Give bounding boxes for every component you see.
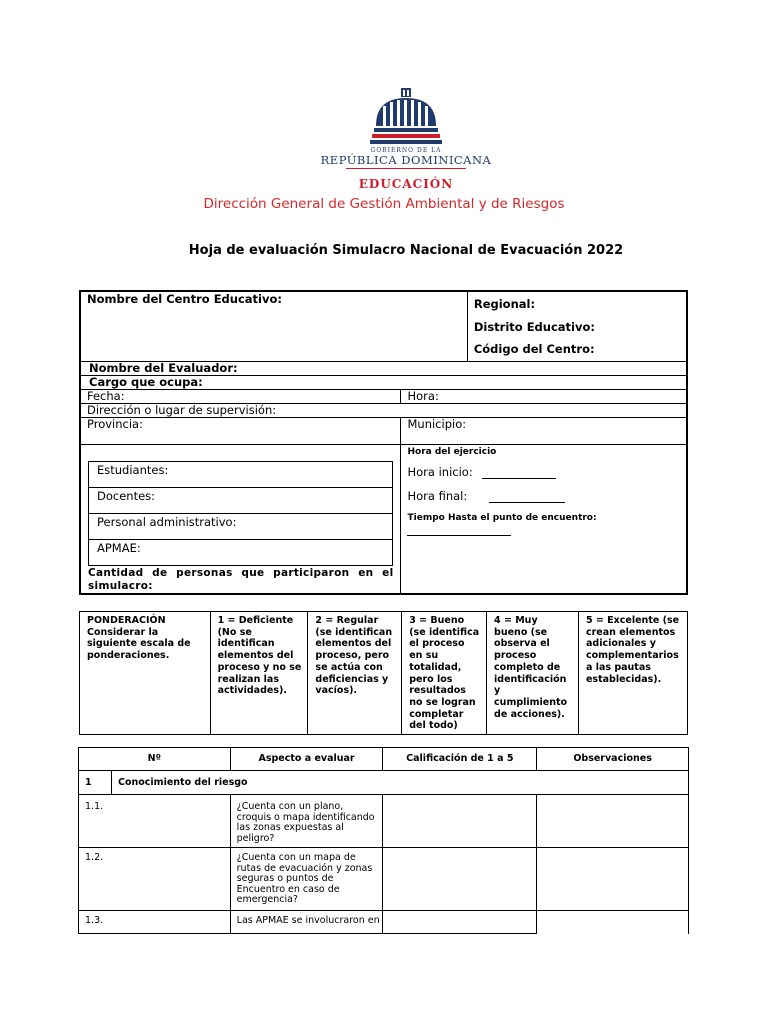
estudiantes-field[interactable]: Estudiantes: [89,461,393,487]
row-1-score[interactable] [383,795,537,848]
fecha-cell[interactable]: Fecha: [80,389,401,403]
row-2-score[interactable] [383,848,537,911]
provincia-cell[interactable]: Provincia: [80,417,401,444]
logo-line-2: REPÚBLICA DOMINICANA [320,153,492,167]
row-3-obs[interactable] [537,911,689,934]
evaluation-table [78,747,689,934]
hora-final-label: Hora final: [407,488,468,503]
participants-table [88,461,393,566]
tiempo-line[interactable] [407,523,511,536]
government-seal-icon [370,86,442,146]
level-3: 3 = Bueno (se identifica el proceso en su totalidad, pero los resultados no se logran completar del todo) [402,612,487,735]
header-obs: Observaciones [537,748,689,771]
row-1-obs[interactable] [537,795,689,848]
hora-final-line[interactable] [489,490,565,503]
codigo-label: Código del Centro: [473,342,595,356]
hora-cell[interactable]: Hora: [401,389,687,403]
distrito-label: Distrito Educativo: [473,319,595,334]
hora-inicio-line[interactable] [482,466,556,479]
participants-cell [80,444,401,594]
logo-divider [346,168,466,169]
row-1-aspect: ¿Cuenta con un plano, croquis o mapa identificando las zonas expuestas al peligro? [230,795,383,848]
header-aspect: Aspecto a evaluar [230,748,383,771]
header-score: Calificación de 1 a 5 [383,748,537,771]
personal-field[interactable]: Personal administrativo: [89,513,393,539]
section-title: Conocimiento del riesgo [118,777,248,788]
row-3-aspect: Las APMAE se involucraron en [230,911,383,934]
row-2-obs[interactable] [537,848,689,911]
row-3-score[interactable] [383,911,537,934]
direccion-cell[interactable]: Dirección o lugar de supervisión: [80,403,687,417]
hora-inicio-field[interactable] [407,466,686,479]
municipio-cell[interactable]: Municipio: [401,417,687,444]
section-num: 1 [79,771,112,794]
section-row [79,771,689,795]
level-2: 2 = Regular (se identifican elementos del proceso, pero se actúa con deficiencias y vacíos). [308,612,402,735]
docentes-field[interactable]: Docentes: [89,487,393,513]
hora-inicio-label: Hora inicio: [407,464,473,479]
cargo-cell[interactable]: Cargo que ocupa: [80,375,687,389]
hora-ejercicio-label: Hora del ejercicio [407,446,497,457]
level-4: 4 = Muy bueno (se observa el proceso completo de identificación y cumplimiento de acciones). [487,612,579,735]
apmae-field[interactable]: APMAE: [89,539,393,565]
ponderacion-table [79,611,688,735]
regional-label: Regional: [473,297,536,311]
ponderacion-head: PONDERACIÓN Considerar la siguiente escala de ponderaciones. [80,612,211,735]
department-name: Dirección General de Gestión Ambiental y de Riesgos [203,196,565,212]
regional-cell[interactable] [467,291,687,361]
header-num: Nº [79,748,231,771]
hora-ejercicio-cell [401,444,687,594]
tiempo-label: Tiempo Hasta el punto de encuentro: [407,512,597,523]
level-1: 1 = Deficiente (No se identifican elementos del proceso y no se realizan las actividades). [210,612,308,735]
row-2-aspect: ¿Cuenta con un mapa de rutas de evacuación y zonas seguras o puntos de Encuentro en caso de emergencia? [230,848,383,911]
row-2-num: 1.2. [79,848,231,911]
cantidad-label: Cantidad de personas que participaron en el simulacro: [88,566,394,592]
logo-line-3: EDUCACIÓN [358,177,454,191]
centro-cell[interactable]: Nombre del Centro Educativo: [80,291,467,361]
evaluador-cell[interactable]: Nombre del Evaluador: [80,361,687,375]
center-info-table [79,290,688,595]
row-1-num: 1.1. [79,795,231,848]
page-title: Hoja de evaluación Simulacro Nacional de Evacuación 2022 [188,243,624,258]
level-5: 5 = Excelente (se crean elementos adicionales y complementarios a las pautas establecidas). [578,612,687,735]
row-3-num: 1.3. [79,911,231,934]
logo-line-1: GOBIERNO DE LA [370,147,442,154]
hora-final-field[interactable] [407,490,686,503]
